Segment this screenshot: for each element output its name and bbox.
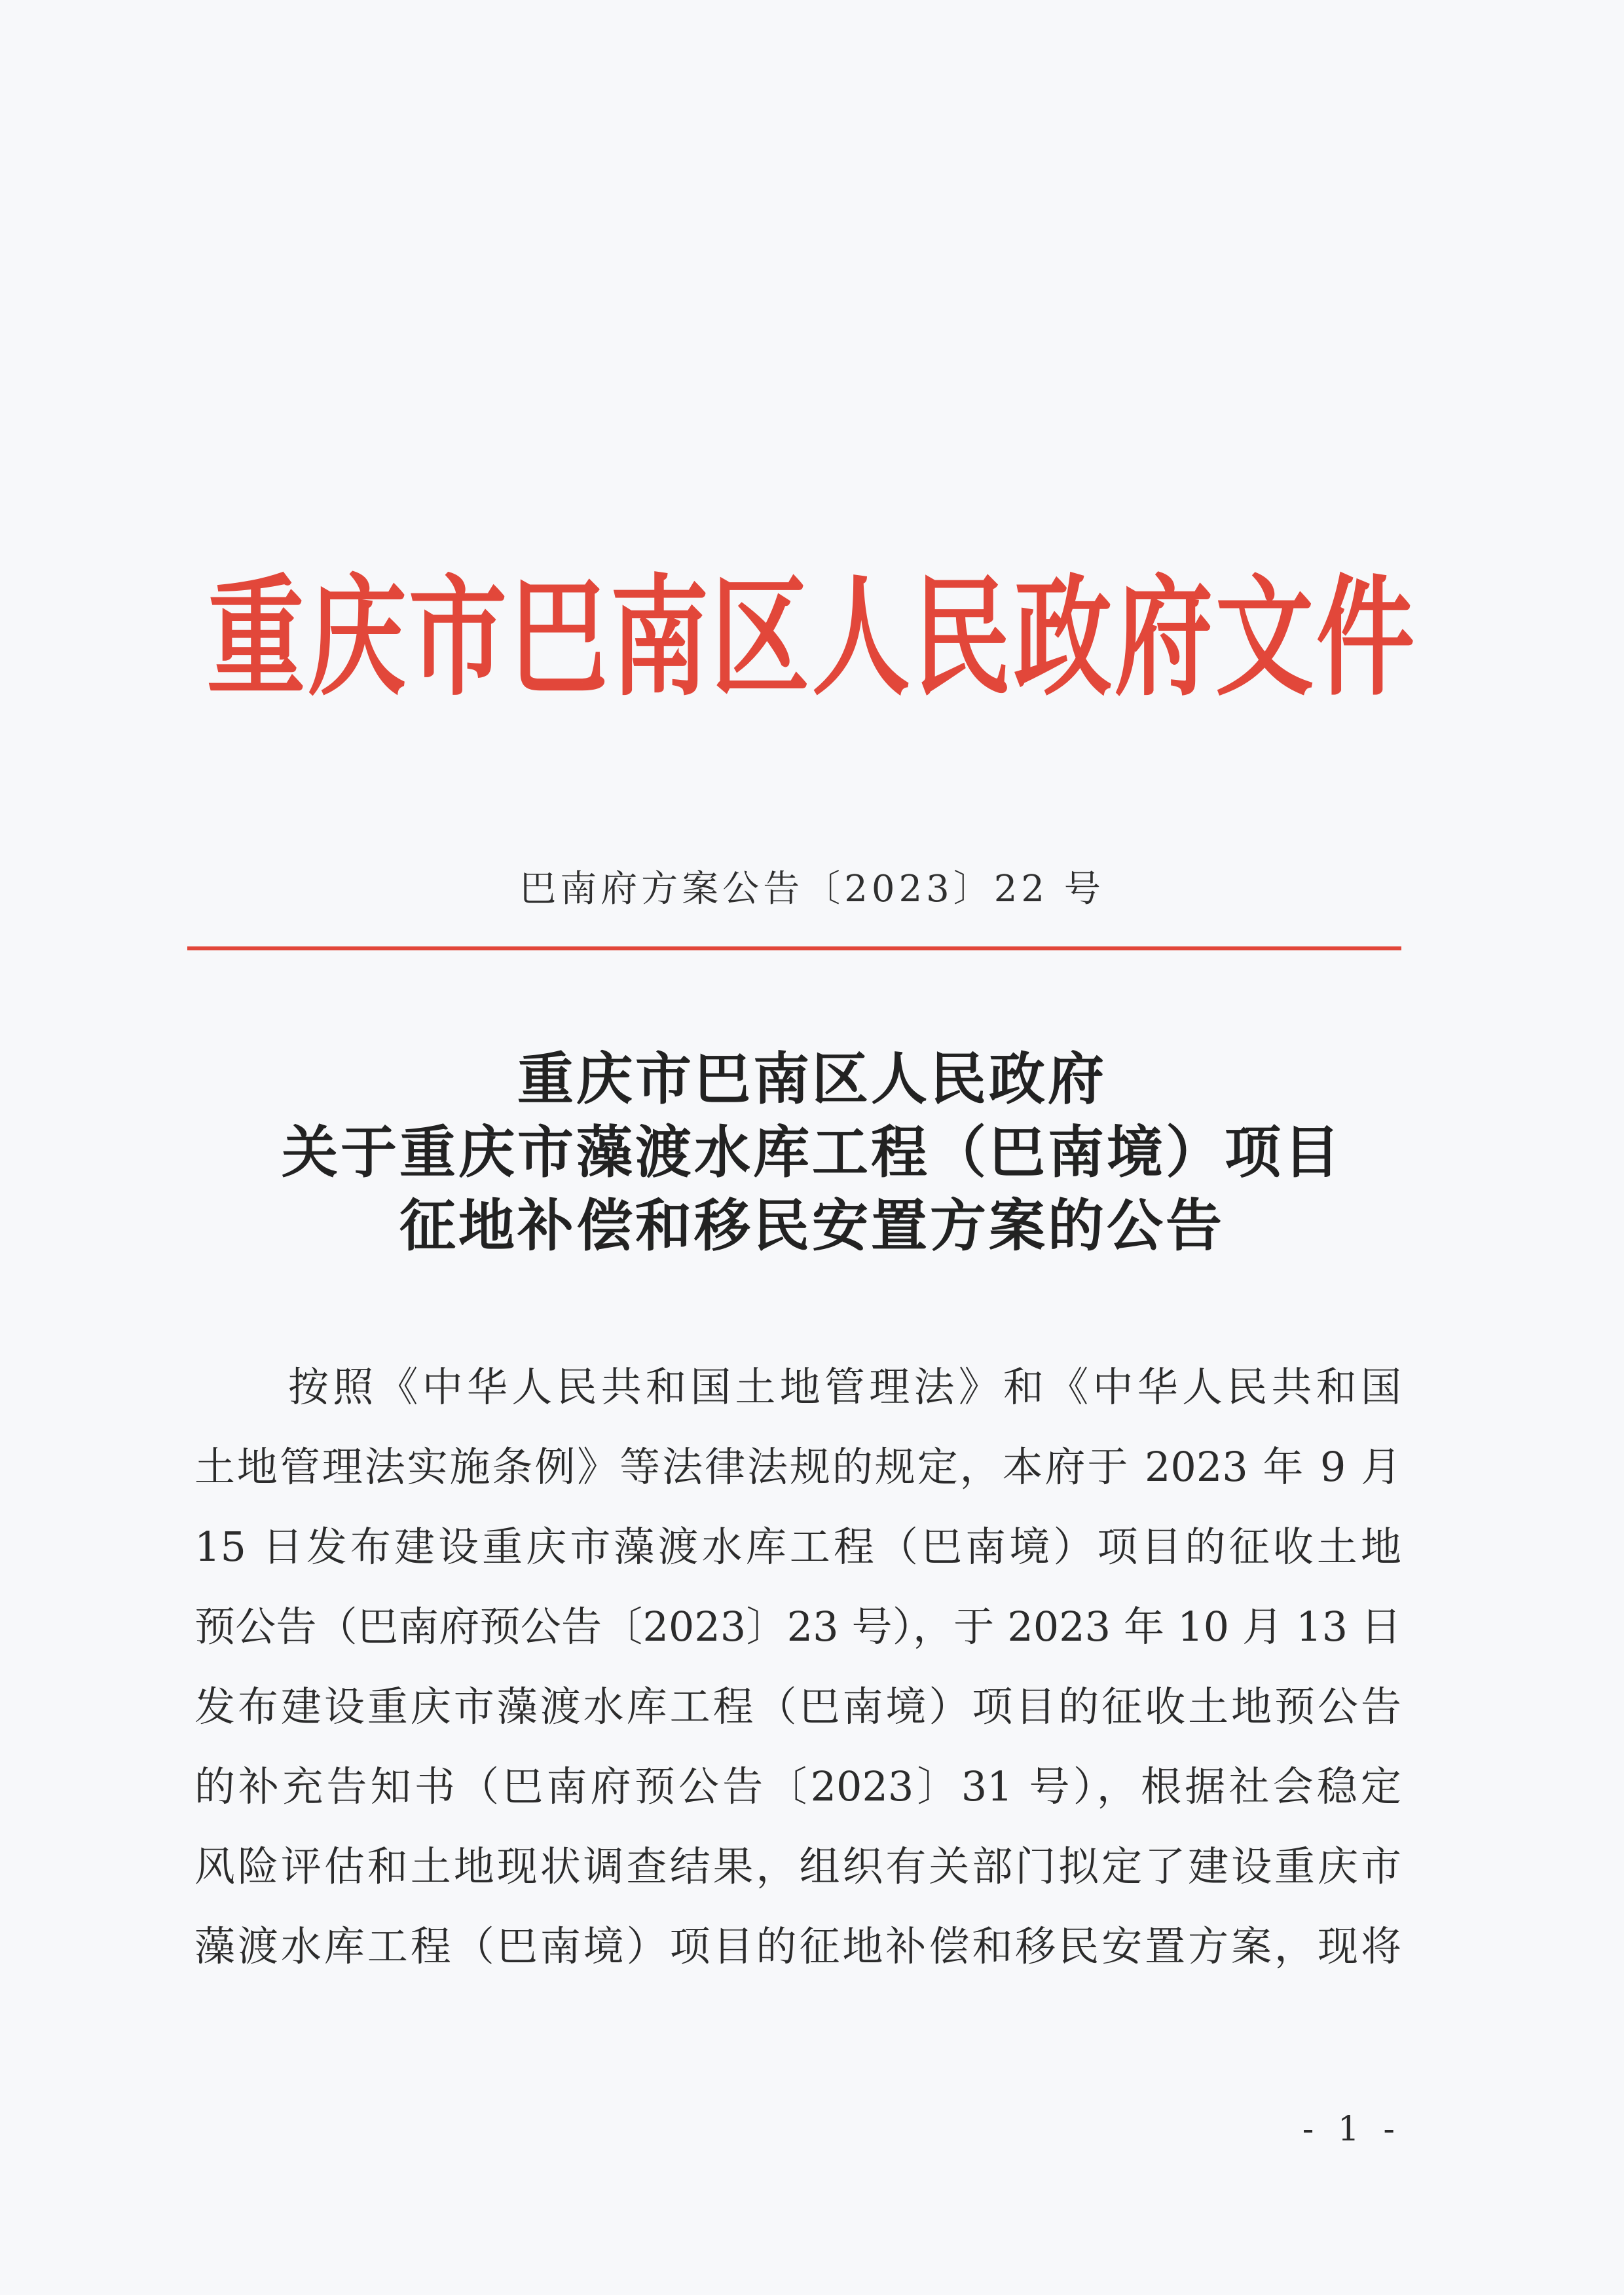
body-line-7: 风险评估和土地现状调查结果，组织有关部门拟定了建设重庆市 bbox=[194, 1842, 1401, 1890]
document-number: 巴南府方案公告〔2023〕22 号 bbox=[519, 868, 1105, 910]
body-line-4: 预公告（巴南府预公告〔2023〕23 号），于 2023 年 10 月 13 日 bbox=[194, 1603, 1401, 1651]
body-line-2: 土地管理法实施条例》等法律法规的规定，本府于 2023 年 9 月 bbox=[194, 1443, 1401, 1491]
body-paragraph bbox=[194, 1347, 1401, 1987]
body-line-1: 按照《中华人民共和国土地管理法》和《中华人民共和国 bbox=[288, 1363, 1401, 1411]
body-line-6: 的补充告知书（巴南府预公告〔2023〕31 号），根据社会稳定 bbox=[194, 1763, 1401, 1810]
title-line-2: 关于重庆市藻渡水库工程（巴南境）项目 bbox=[282, 1119, 1342, 1185]
body-line-5: 发布建设重庆市藻渡水库工程（巴南境）项目的征收土地预公告 bbox=[194, 1683, 1401, 1730]
title-line-3: 征地补偿和移民安置方案的公告 bbox=[399, 1193, 1225, 1259]
body-line-8: 藻渡水库工程（巴南境）项目的征地补偿和移民安置方案，现将 bbox=[194, 1922, 1401, 1970]
red-letterhead-title: 重庆市巴南区人民政府文件 bbox=[206, 563, 1417, 714]
body-line-3: 15 日发布建设重庆市藻渡水库工程（巴南境）项目的征收土地 bbox=[194, 1523, 1401, 1571]
document-title bbox=[157, 1043, 1467, 1263]
page-number: - 1 - bbox=[1302, 2110, 1401, 2149]
title-line-1: 重庆市巴南区人民政府 bbox=[517, 1046, 1107, 1112]
red-divider-line bbox=[187, 946, 1401, 950]
